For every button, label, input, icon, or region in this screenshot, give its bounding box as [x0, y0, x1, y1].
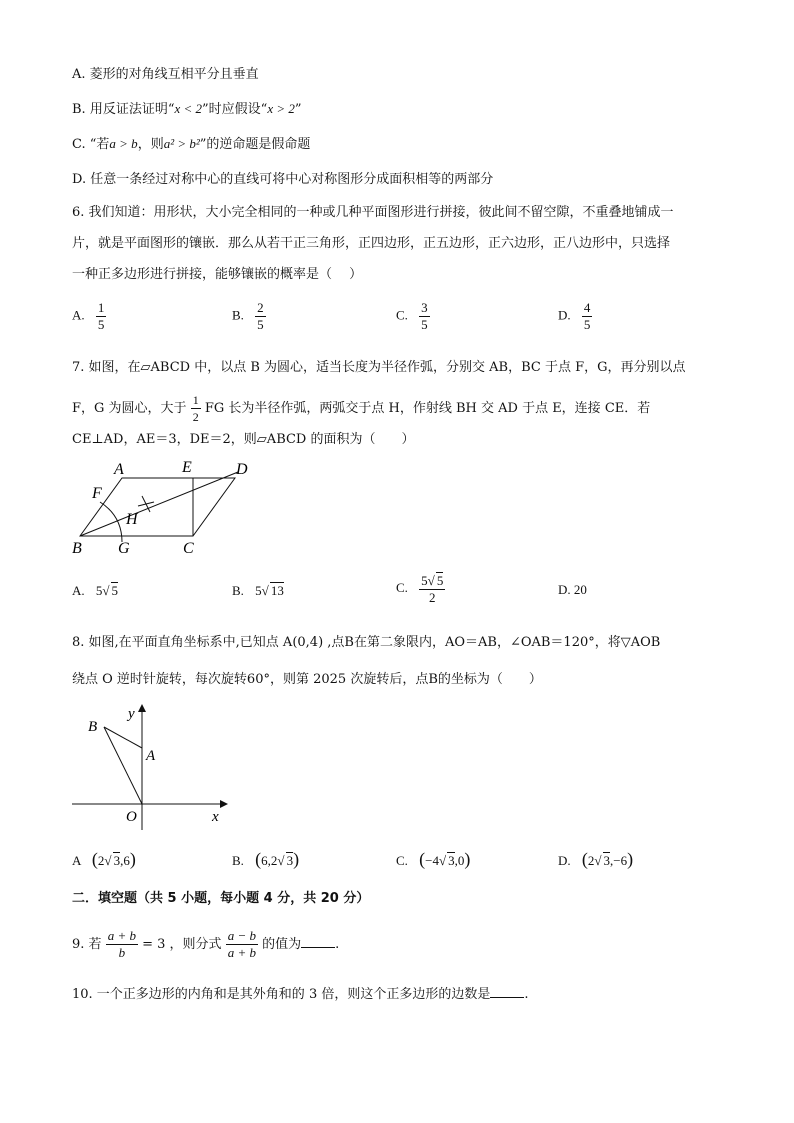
q10: 10. 一个正多边形的内角和是其外角和的 3 倍，则这个正多边形的边数是 . [72, 987, 529, 1002]
q7-line-3: CE⊥AD，AE＝3，DE＝2，则▱ABCD 的面积为（ ） [72, 432, 415, 447]
label-g: G [118, 540, 130, 557]
label-b-point: B [88, 719, 98, 735]
q5-option-a: A. 菱形的对角线互相平分且垂直 [72, 67, 259, 82]
q5-option-c: C. “若a > b，则a² > b²”的逆命题是假命题 [72, 136, 311, 152]
label-b: B [72, 540, 82, 557]
q5-option-b: B. 用反证法证明“x < 2”时应假设“x > 2” [72, 101, 302, 117]
q8-line-2: 绕点 O 逆时针旋转，每次旋转60°，则第 2025 次旋转后，点B的坐标为（ ） [72, 672, 542, 687]
label-h: H [126, 511, 138, 528]
q8-line-1: 8. 如图,在平面直角坐标系中,已知点 A(0,4) ,点B在第二象限内，AO＝AB，∠OAB＝120°，将▽AOB [72, 635, 661, 650]
q7-option-a: A. 5√ 5 [72, 583, 119, 598]
q7-option-d: D. 20 [558, 582, 587, 597]
label-a-point: A [146, 748, 156, 764]
label-f: F [92, 485, 102, 502]
q9: 9. 若 $\frac{a + b}{b}$ = 3 ，则分式 $\frac{a - b}{a + b}$ 的值为 . [72, 928, 340, 960]
q8-option-b: B. (6,2√ 3) [232, 849, 300, 869]
q6-option-b: B. $\frac{2}{5}$ [232, 300, 264, 332]
q6-line-1: 6. 我们知道：用形状，大小完全相同的一种或几种平面图形进行拼接，彼此间不留空隙，不重叠地铺成一 [72, 205, 674, 220]
label-d: D [236, 461, 248, 478]
label-origin: O [126, 809, 137, 825]
q10-answer-blank[interactable] [490, 985, 524, 998]
q6-option-d: D. $\frac{4}{5}$ [558, 300, 591, 332]
section-2-heading: 二．填空题（共 5 小题，每小题 4 分，共 20 分） [72, 891, 370, 906]
label-e: E [182, 459, 192, 476]
q7-parallelogram-figure [70, 456, 248, 560]
label-a: A [114, 461, 124, 478]
q8-coordinate-figure [68, 700, 238, 830]
q5-option-d: D. 任意一条经过对称中心的直线可将中心对称图形分成面积相等的两部分 [72, 172, 494, 187]
q8-option-d: D. (2√ 3,−6) [558, 849, 634, 869]
q7-option-b: B. 5√ 13 [232, 583, 284, 598]
label-y: y [128, 706, 135, 722]
q7-line-2: F，G 为圆心，大于 $\frac{1}{2}$ FG 长为半径作弧，两弧交于点 H，作射线 BH 交 AD 于点 E，连接 CE．若 [72, 393, 651, 424]
q7-line-1: 7. 如图，在▱ABCD 中，以点 B 为圆心，适当长度为半径作弧，分别交 AB，BC 于点 F，G，再分别以点 [72, 360, 686, 375]
q6-line-2: 片，就是平面图形的镶嵌．那么从若干正三角形，正四边形，正五边形，正六边形，正八边形中，只选择 [72, 236, 671, 251]
label-x: x [212, 809, 219, 825]
segment-ob [104, 727, 142, 804]
q8-option-c: C. (−4√ 3,0) [396, 849, 471, 869]
q6-option-a: A. $\frac{1}{5}$ [72, 300, 105, 332]
q9-answer-blank[interactable] [301, 935, 335, 948]
q6-option-c: C. $\frac{3}{5}$ [396, 300, 428, 332]
parallelogram-abcd [80, 478, 235, 536]
label-c: C [183, 540, 194, 557]
arc-h-2 [138, 502, 154, 506]
q8-option-a: A (2√ 3,6) [72, 849, 136, 869]
q6-line-3: 一种正多边形进行拼接，能够镶嵌的概率是（ ） [72, 267, 363, 282]
q7-option-c: C. $\frac{5√ 5}{2}$ [396, 573, 444, 605]
